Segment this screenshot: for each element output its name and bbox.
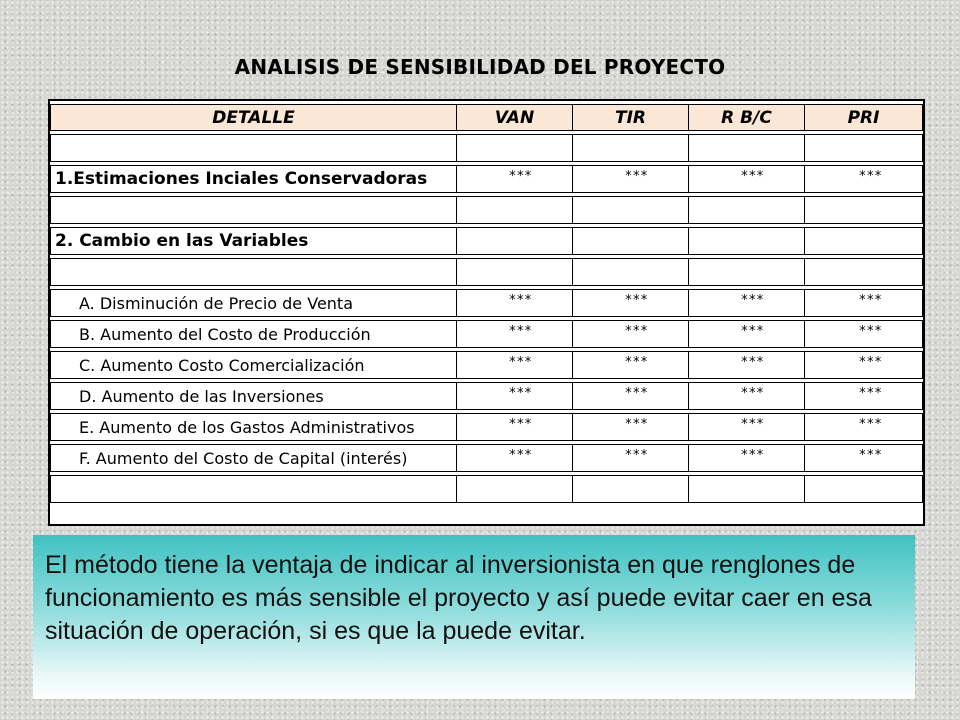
- row-pri-value: ***: [804, 413, 923, 441]
- row-van-value: [456, 134, 572, 162]
- header-van: VAN: [456, 104, 572, 131]
- table-row: [50, 289, 923, 317]
- row-rbc-value: [688, 475, 804, 503]
- sensitivity-table-grid: [50, 101, 923, 503]
- row-detail: [50, 134, 456, 162]
- row-tir-value: ***: [572, 382, 688, 410]
- row-pri-value: [804, 196, 923, 224]
- table-row: [50, 475, 923, 503]
- row-tir-value: ***: [572, 165, 688, 193]
- row-detail: A. Disminución de Precio de Venta: [50, 289, 456, 317]
- row-van-value: ***: [456, 382, 572, 410]
- sensitivity-table: [48, 99, 925, 526]
- row-pri-value: ***: [804, 165, 923, 193]
- row-pri-value: [804, 227, 923, 255]
- row-van-value: [456, 258, 572, 286]
- table-row: [50, 165, 923, 193]
- row-pri-value: ***: [804, 289, 923, 317]
- table-row: [50, 258, 923, 286]
- row-pri-value: ***: [804, 320, 923, 348]
- page-title: ANALISIS DE SENSIBILIDAD DEL PROYECTO: [234, 55, 726, 79]
- row-detail: 2. Cambio en las Variables: [50, 227, 456, 255]
- row-tir-value: [572, 258, 688, 286]
- table-row: [50, 196, 923, 224]
- row-rbc-value: ***: [688, 351, 804, 379]
- header-detalle: DETALLE: [50, 104, 456, 131]
- row-detail: B. Aumento del Costo de Producción: [50, 320, 456, 348]
- row-tir-value: [572, 475, 688, 503]
- row-detail: [50, 475, 456, 503]
- table-row: [50, 444, 923, 472]
- row-tir-value: ***: [572, 351, 688, 379]
- table-row: [50, 351, 923, 379]
- row-van-value: ***: [456, 444, 572, 472]
- row-pri-value: [804, 258, 923, 286]
- row-rbc-value: ***: [688, 413, 804, 441]
- row-rbc-value: [688, 227, 804, 255]
- row-van-value: [456, 475, 572, 503]
- row-van-value: ***: [456, 165, 572, 193]
- row-van-value: ***: [456, 351, 572, 379]
- row-detail: E. Aumento de los Gastos Administrativos: [50, 413, 456, 441]
- row-rbc-value: ***: [688, 382, 804, 410]
- header-rbc: R B/C: [688, 104, 804, 131]
- table-row: [50, 413, 923, 441]
- row-rbc-value: ***: [688, 289, 804, 317]
- row-van-value: ***: [456, 413, 572, 441]
- row-rbc-value: ***: [688, 444, 804, 472]
- row-rbc-value: [688, 134, 804, 162]
- row-tir-value: [572, 227, 688, 255]
- header-tir: TIR: [572, 104, 688, 131]
- row-tir-value: ***: [572, 444, 688, 472]
- row-pri-value: ***: [804, 382, 923, 410]
- row-pri-value: ***: [804, 351, 923, 379]
- row-van-value: ***: [456, 320, 572, 348]
- row-tir-value: ***: [572, 320, 688, 348]
- row-detail: D. Aumento de las Inversiones: [50, 382, 456, 410]
- row-van-value: ***: [456, 289, 572, 317]
- explanation-note: El método tiene la ventaja de indicar al inversionista en que renglones de funcionamiento es más sensible el proyecto y así puede evitar caer en esa situación de operación, si es que la puede evitar.: [33, 535, 915, 699]
- table-row: [50, 227, 923, 255]
- row-detail: [50, 196, 456, 224]
- row-rbc-value: [688, 196, 804, 224]
- table-row: [50, 320, 923, 348]
- row-rbc-value: ***: [688, 320, 804, 348]
- row-tir-value: ***: [572, 413, 688, 441]
- row-pri-value: [804, 475, 923, 503]
- row-rbc-value: ***: [688, 165, 804, 193]
- table-row: [50, 134, 923, 162]
- row-pri-value: ***: [804, 444, 923, 472]
- table-row: [50, 382, 923, 410]
- row-pri-value: [804, 134, 923, 162]
- table-header-row: [50, 104, 923, 131]
- row-detail: F. Aumento del Costo de Capital (interés): [50, 444, 456, 472]
- row-tir-value: ***: [572, 289, 688, 317]
- row-van-value: [456, 196, 572, 224]
- row-rbc-value: [688, 258, 804, 286]
- row-van-value: [456, 227, 572, 255]
- header-pri: PRI: [804, 104, 923, 131]
- row-detail: C. Aumento Costo Comercialización: [50, 351, 456, 379]
- row-tir-value: [572, 134, 688, 162]
- row-tir-value: [572, 196, 688, 224]
- row-detail: 1.Estimaciones Inciales Conservadoras: [50, 165, 456, 193]
- row-detail: [50, 258, 456, 286]
